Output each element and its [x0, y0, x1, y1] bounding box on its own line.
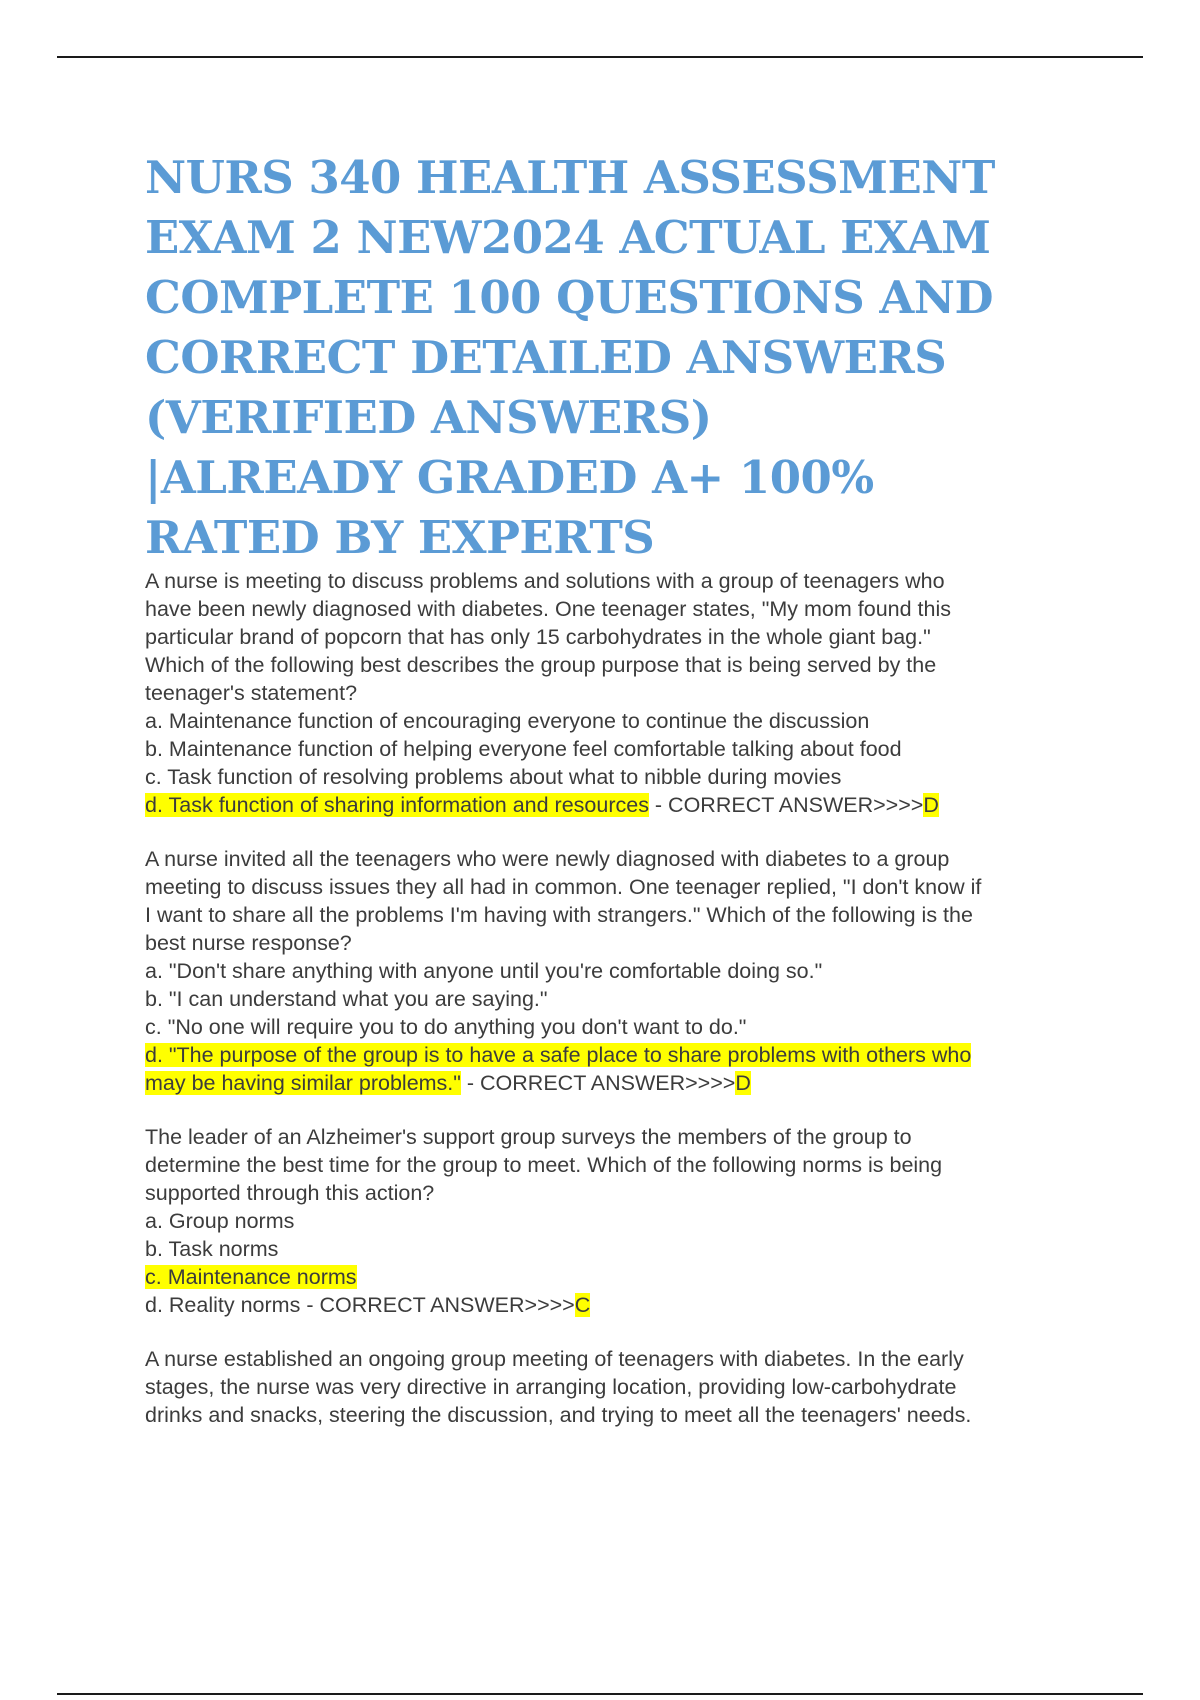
- title-line: EXAM 2 NEW2024 ACTUAL EXAM: [145, 211, 991, 264]
- stem-line: A nurse established an ongoing group meeting of teenagers with diabetes. In the early: [145, 1347, 964, 1371]
- correct-answer-letter: D: [735, 1071, 751, 1095]
- title-line: COMPLETE 100 QUESTIONS AND: [145, 271, 993, 324]
- option-c: c. Task function of resolving problems about what to nibble during movies: [145, 765, 842, 789]
- stem-line: A nurse is meeting to discuss problems and solutions with a group of teenagers who: [145, 569, 945, 593]
- question-4: [145, 1345, 1085, 1429]
- question-3: [145, 1123, 1085, 1319]
- option-b: b. Maintenance function of helping everyone feel comfortable talking about food: [145, 737, 902, 761]
- bottom-rule: [57, 1693, 1143, 1695]
- option-b: b. Task norms: [145, 1237, 279, 1261]
- question-stem: [145, 845, 1085, 957]
- stem-line: particular brand of popcorn that has only 15 carbohydrates in the whole giant bag.": [145, 625, 931, 649]
- stem-line: Which of the following best describes the group purpose that is being served by the: [145, 653, 937, 677]
- option-text: d. Reality norms: [145, 1293, 301, 1317]
- correct-answer-label: - CORRECT ANSWER>>>>: [300, 1293, 575, 1317]
- option-a: a. Group norms: [145, 1209, 295, 1233]
- correct-answer-label: - CORRECT ANSWER>>>>: [648, 793, 924, 817]
- stem-line: I want to share all the problems I'm having with strangers." Which of the following is the: [145, 903, 973, 927]
- correct-answer-label: - CORRECT ANSWER>>>>: [460, 1071, 736, 1095]
- title-line: (VERIFIED ANSWERS): [145, 391, 712, 444]
- highlighted-answer: d. Task function of sharing information and resources: [145, 793, 649, 817]
- title-line: RATED BY EXPERTS: [145, 511, 655, 564]
- option-c: c. "No one will require you to do anything you don't want to do.": [145, 1015, 747, 1039]
- question-list: [145, 567, 1085, 1455]
- stem-line: A nurse invited all the teenagers who were newly diagnosed with diabetes to a group: [145, 847, 950, 871]
- stem-line: The leader of an Alzheimer's support group surveys the members of the group to: [145, 1125, 912, 1149]
- stem-line: meeting to discuss issues they all had in common. One teenager replied, "I don't know if: [145, 875, 982, 899]
- stem-line: drinks and snacks, steering the discussion, and trying to meet all the teenagers' needs.: [145, 1403, 972, 1427]
- top-rule: [57, 56, 1143, 58]
- option-c-correct: [145, 1263, 1085, 1291]
- option-d-correct: [145, 1041, 1085, 1097]
- stem-line: teenager's statement?: [145, 681, 358, 705]
- stem-line: determine the best time for the group to meet. Which of the following norms is being: [145, 1153, 943, 1177]
- option-a: a. Maintenance function of encouraging everyone to continue the discussion: [145, 709, 870, 733]
- correct-answer-letter: C: [574, 1293, 591, 1317]
- option-d-correct: [145, 791, 1085, 819]
- stem-line: stages, the nurse was very directive in arranging location, providing low-carbohydrate: [145, 1375, 957, 1399]
- stem-line: best nurse response?: [145, 931, 352, 955]
- highlighted-answer: d. "The purpose of the group is to have a safe place to share problems with others who: [145, 1043, 972, 1067]
- title-line: NURS 340 HEALTH ASSESSMENT: [145, 151, 995, 204]
- highlighted-answer: c. Maintenance norms: [145, 1265, 357, 1289]
- option-b: b. "I can understand what you are saying.": [145, 987, 548, 1011]
- question-1: [145, 567, 1085, 819]
- option-d: [145, 1291, 1085, 1319]
- stem-line: have been newly diagnosed with diabetes. One teenager states, "My mom found this: [145, 597, 951, 621]
- title-line: CORRECT DETAILED ANSWERS: [145, 331, 947, 384]
- question-stem: [145, 1123, 1085, 1207]
- correct-answer-letter: D: [923, 793, 939, 817]
- question-stem: [145, 567, 1085, 707]
- title-line: |ALREADY GRADED A+ 100%: [145, 451, 874, 504]
- document-title: [145, 148, 1105, 568]
- stem-line: supported through this action?: [145, 1181, 435, 1205]
- question-stem: [145, 1345, 1085, 1429]
- question-2: [145, 845, 1085, 1097]
- highlighted-answer: may be having similar problems.": [145, 1071, 461, 1095]
- option-a: a. "Don't share anything with anyone until you're comfortable doing so.": [145, 959, 823, 983]
